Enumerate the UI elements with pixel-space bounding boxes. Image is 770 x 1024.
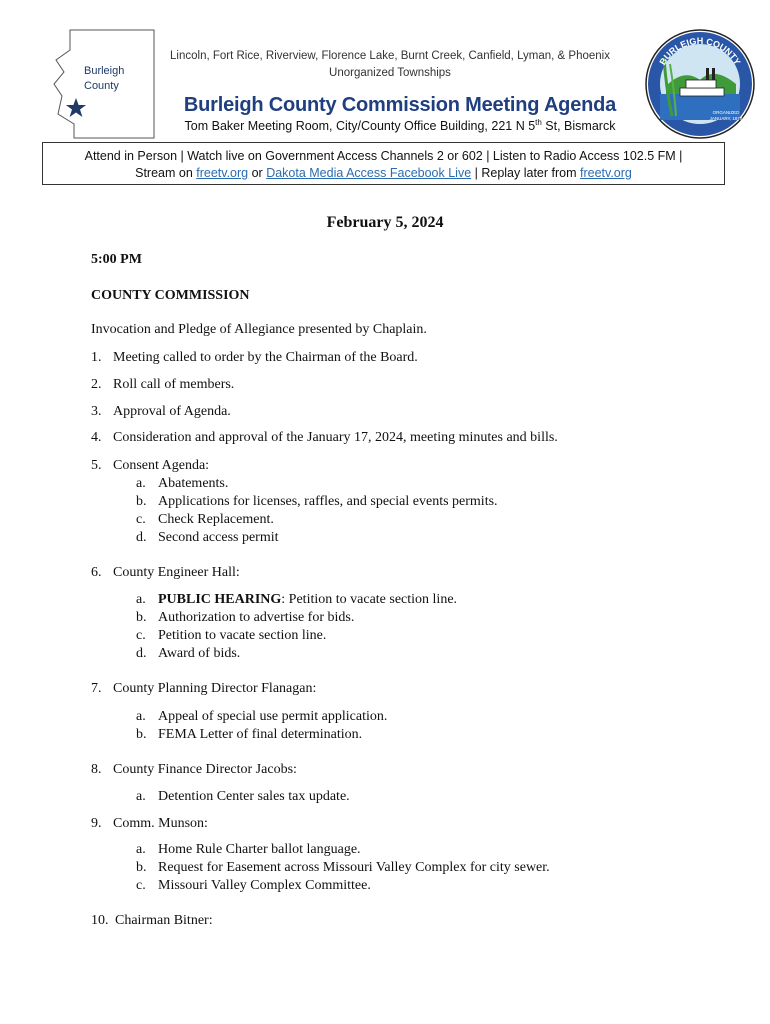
agenda-subitem: b. FEMA Letter of final determination. [136,727,363,742]
agenda-subitem: c. Missouri Valley Complex Committee. [136,878,371,893]
agenda-item: 9. Comm. Munson: [91,816,208,831]
agenda-subitem: d. Second access permit [136,530,279,545]
townships-line2: Unorganized Townships [329,67,451,79]
attendance-line2: Stream on freetv.org or Dakota Media Access Facebook Live | Replay later from freetv.org [135,166,632,180]
agenda-item: 6. County Engineer Hall: [91,565,240,580]
townships-line1: Lincoln, Fort Rice, Riverview, Florence Lake, Burnt Creek, Canfield, Lyman, & Phoenix [170,50,610,62]
agenda-subitem: b. Authorization to advertise for bids. [136,610,355,625]
svg-text:BURLEIGH COUNTY: BURLEIGH COUNTY [657,36,743,67]
agenda-subitem: a. PUBLIC HEARING: Petition to vacate section line. [136,592,458,607]
facebook-live-link[interactable]: Dakota Media Access Facebook Live [266,166,472,180]
county-label-line1: Burleigh [84,65,125,77]
agenda-item: 4. Consideration and approval of the January 17, 2024, meeting minutes and bills. [91,430,558,445]
agenda-item: 1. Meeting called to order by the Chairman of the Board. [91,350,418,365]
attendance-line1: Attend in Person | Watch live on Government Access Channels 2 or 602 | Listen to Radio Access 102.5 FM | [84,149,683,163]
agenda-subitem: c. Check Replacement. [136,512,274,527]
section-heading: COUNTY COMMISSION [91,288,250,303]
svg-text:JANUARY, 1873: JANUARY, 1873 [709,116,743,121]
meeting-date: February 5, 2024 [326,214,444,231]
agenda-subitem: b. Request for Easement across Missouri Valley Complex for city sewer. [136,860,550,875]
meeting-time: 5:00 PM [91,252,142,267]
agenda-subitem: a. Detention Center sales tax update. [136,789,350,804]
agenda-subitem: a. Abatements. [136,476,229,491]
county-label-line2: County [84,80,119,92]
freetv-stream-link[interactable]: freetv.org [196,166,249,180]
county-seal-logo [644,28,756,140]
agenda-subitem: b. Applications for licenses, raffles, and special events permits. [136,494,498,509]
venue-line: Tom Baker Meeting Room, City/County Office Building, 221 N 5th St, Bismarck [184,118,616,134]
capital-star-icon [66,98,86,117]
agenda-subitem: c. Petition to vacate section line. [136,628,327,643]
agenda-item: 5. Consent Agenda: [91,458,210,473]
invocation-line: Invocation and Pledge of Allegiance presented by Chaplain. [91,322,427,337]
townships-list [150,48,630,82]
agenda-item: 7. County Planning Director Flanagan: [91,681,317,696]
agenda-title: Burleigh County Commission Meeting Agenda [183,94,617,116]
agenda-subitem: d. Award of bids. [136,646,241,661]
attendance-options-box [42,142,725,185]
svg-text:ORGANIZED: ORGANIZED [712,110,740,115]
agenda-subitem: a. Home Rule Charter ballot language. [136,842,361,857]
agenda-item: 10. Chairman Bitner: [91,913,213,928]
freetv-replay-link[interactable]: freetv.org [580,166,632,180]
agenda-item: 2. Roll call of members. [91,377,235,392]
agenda-item: 3. Approval of Agenda. [91,404,231,419]
agenda-subitem: a. Appeal of special use permit application. [136,709,388,724]
agenda-item: 8. County Finance Director Jacobs: [91,762,297,777]
